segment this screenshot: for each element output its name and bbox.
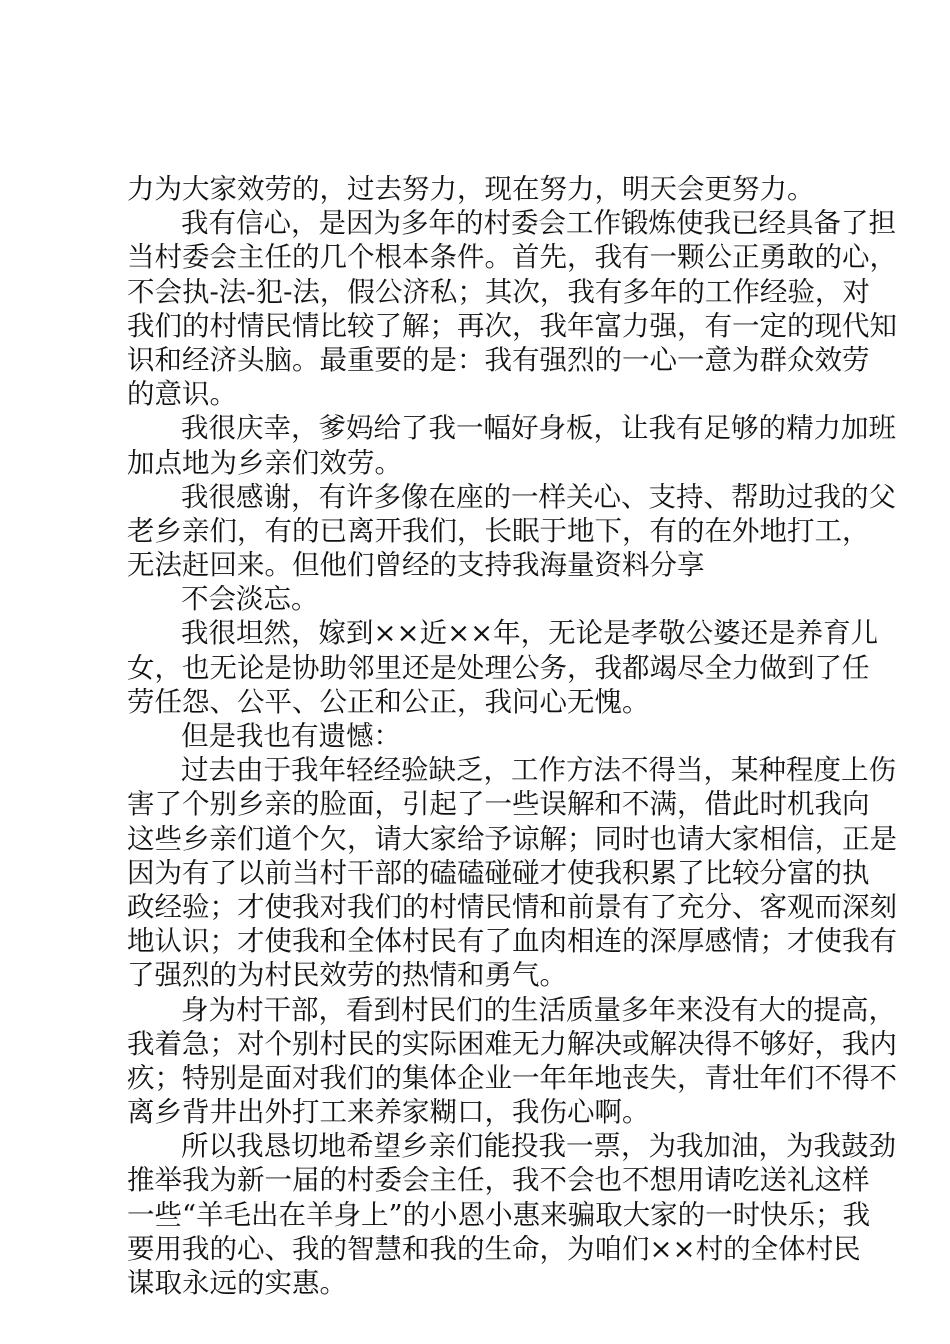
text-line: 我着急；对个别村民的实际困难无力解决或解决得不够好，我内 <box>127 1027 897 1060</box>
text-line: 过去由于我年轻经验缺乏，工作方法不得当，某种程度上伤 <box>181 754 896 787</box>
text-line: 离乡背井出外打工来养家糊口，我伤心啊。 <box>127 1096 650 1129</box>
text-line: 要用我的心、我的智慧和我的生命，为咱们××村的全体村民 <box>127 1232 861 1265</box>
text-line: 劳任怨、公平、公正和公正，我问心无愧。 <box>127 685 650 718</box>
text-line: 政经验；才使我对我们的村情民情和前景有了充分、客观而深刻 <box>127 890 897 923</box>
text-line: 不会执-法-犯-法，假公济私；其次，我有多年的工作经验，对 <box>127 275 870 308</box>
text-line: 身为村干部，看到村民们的生活质量多年来没有大的提高， <box>181 993 896 1026</box>
text-line: 了强烈的为村民效劳的热情和勇气。 <box>127 959 567 992</box>
text-line: 谋取永远的实惠。 <box>127 1267 347 1299</box>
text-line: 加点地为乡亲们效劳。 <box>127 446 402 479</box>
text-line: 当村委会主任的几个根本条件。首先，我有一颗公正勇敢的心， <box>127 241 897 274</box>
text-line: 我很感谢，有许多像在座的一样关心、支持、帮助过我的父 <box>181 480 896 513</box>
text-line: 这些乡亲们道个欠，请大家给予谅解；同时也请大家相信，正是 <box>127 822 897 855</box>
text-line: 地认识；才使我和全体村民有了血肉相连的深厚感情；才使我有 <box>127 925 897 958</box>
text-line: 害了个别乡亲的脸面，引起了一些误解和不满，借此时机我向 <box>127 788 870 821</box>
text-line: 我很庆幸，爹妈给了我一幅好身板，让我有足够的精力加班 <box>181 412 896 445</box>
text-line: 疚；特别是面对我们的集体企业一年年地丧失，青壮年们不得不 <box>127 1061 897 1094</box>
text-line: 力为大家效劳的，过去努力，现在努力，明天会更努力。 <box>127 173 815 205</box>
text-line: 无法赶回来。但他们曾经的支持我海量资料分享 <box>127 549 705 582</box>
text-line: 老乡亲们，有的已离开我们，长眠于地下，有的在外地打工， <box>127 514 870 547</box>
text-line: 我有信心，是因为多年的村委会工作锻炼使我已经具备了担 <box>181 207 896 240</box>
text-line: 所以我恳切地希望乡亲们能投我一票，为我加油，为我鼓劲 <box>181 1130 896 1163</box>
text-line: 女，也无论是协助邻里还是处理公务，我都竭尽全力做到了任 <box>127 651 870 684</box>
document-body <box>127 172 897 1300</box>
text-line: 我们的村情民情比较了解；再次，我年富力强，有一定的现代知 <box>127 309 897 342</box>
text-line: 因为有了以前当村干部的磕磕碰碰才使我积累了比较分富的执 <box>127 856 870 889</box>
text-line: 推举我为新一届的村委会主任，我不会也不想用请吃送礼这样 <box>127 1164 870 1197</box>
text-line: 的意识。 <box>127 378 237 411</box>
text-line: 一些“羊毛出在羊身上”的小恩小惠来骗取大家的一时快乐；我 <box>127 1198 871 1231</box>
text-line: 识和经济头脑。最重要的是：我有强烈的一心一意为群众效劳 <box>127 343 870 376</box>
text-line: 不会淡忘。 <box>181 583 319 616</box>
text-line: 我很坦然，嫁到××近××年，无论是孝敬公婆还是养育儿 <box>181 617 879 650</box>
text-line: 但是我也有遗憾： <box>181 720 401 752</box>
